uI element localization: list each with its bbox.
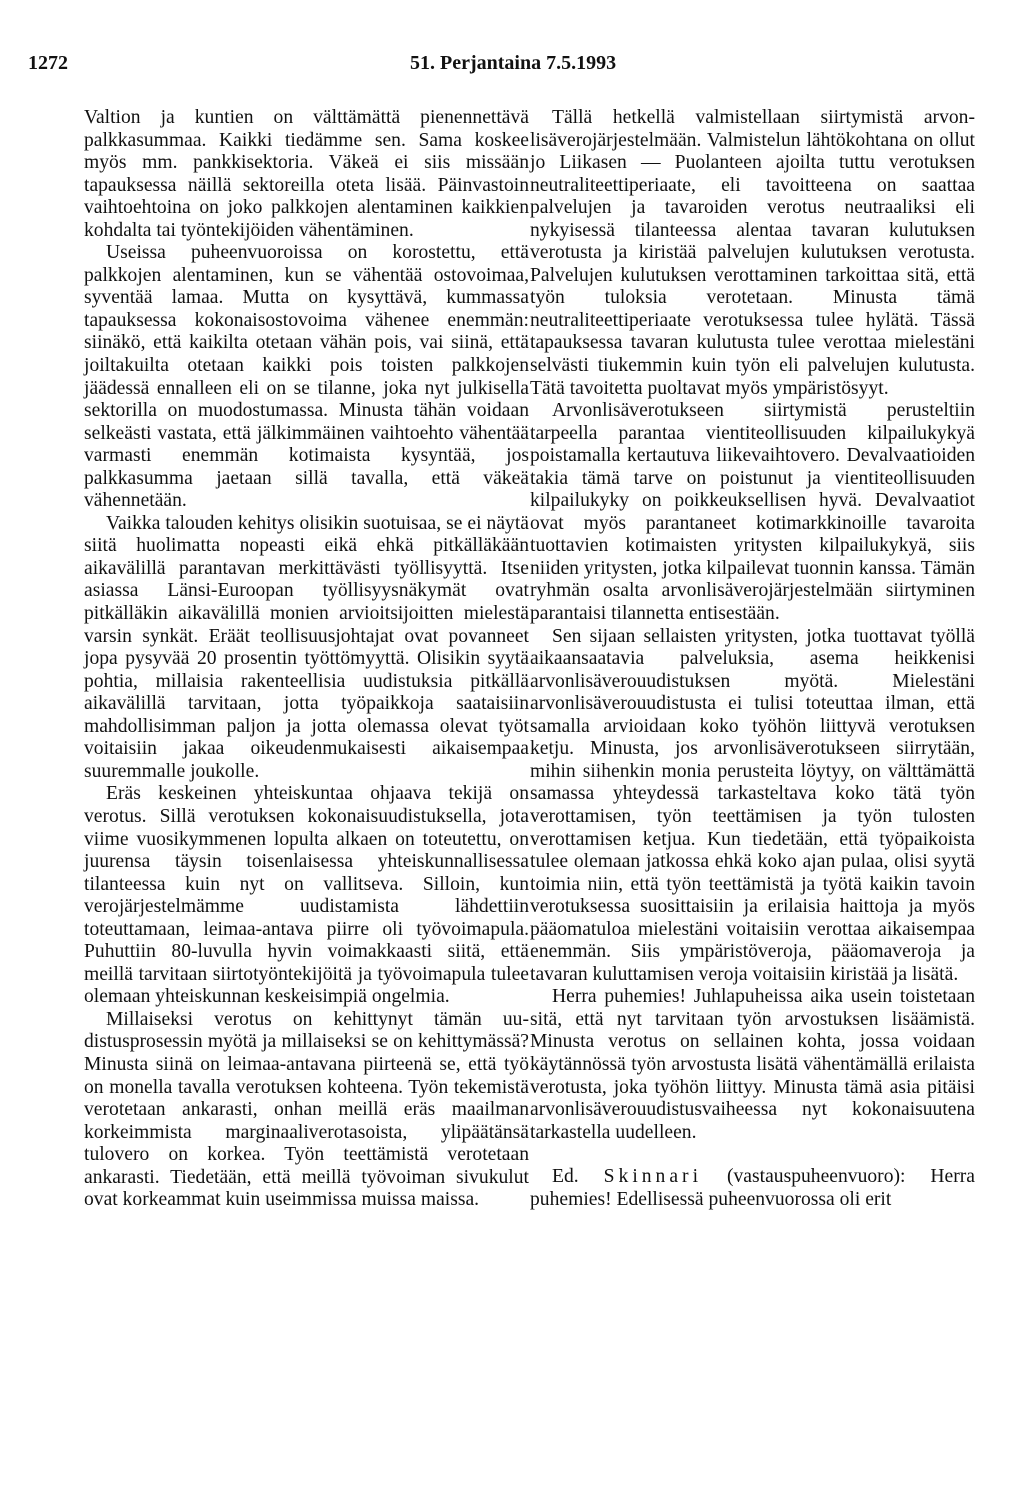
paragraph: Tällä hetkellä valmistellaan siirtymistä arvonlisäverojärjestelmään. Valmistelun lähtökohtana on ollut jo Liikasen — Puolanteen ajoilta tuttu verotuksen neutraliteettiperiaate, eli tavoitteena on saattaa palvelujen ja tavaroiden verotus neutraaliksi eli nykyisessä tilanteessa alentaa tavaran kulutuksen verotusta ja kiristää palvelujen kulutuksen verotusta. Palvelujen kulutuksen verottaminen tarkoittaa sitä, että työn tuloksia verotetaan. Minusta tämä neutraliteettiperiaate verotuksessa tulee hylätä. Tässä tapauksessa tavaran kulutusta tulee verottaa mielestäni selvästi tiukemmin kuin työn eli palvelujen kulutusta. Tätä tavoitetta puoltavat myös ympäristösyyt. — [530, 107, 975, 399]
speaker-prefix: Ed. — [552, 1166, 604, 1188]
speaker-remark: (vastauspuheenvuoro): Herra puhemies! Edellisessä puheenvuorossa oli erit — [530, 1166, 976, 1210]
page-header — [0, 52, 1024, 82]
speaker-name: Skinnari — [603, 1166, 703, 1188]
paragraph: Herra puhemies! Juhlapuheissa aika usein toistetaan sitä, että nyt tarvitaan työn arvostuksen lisäämistä. Minusta verotus on sellainen kohta, jossa voidaan käytännössä työn arvostusta lisätä vähentämällä erilaista verotusta, joka työhön liittyy. Minusta tämä asia pitäisi arvonlisäverouudistusvaiheessa nyt kokonaisuutena tarkastella uudelleen. — [530, 986, 975, 1143]
paragraph: Millaiseksi verotus on kehittynyt tämän uudistusprosessin myötä ja millaiseksi se on kehittymässä? Minusta siinä on leimaa-antavana piirteenä se, että työ on monella tavalla verotuksen kohteena. Työn tekemistä verotetaan ankarasti, onhan meillä eräs maailman korkeimmista marginaaliverotasoista, ylipäätänsä tulovero on korkea. Työn teettämistä verotetaan ankarasti. Tiedetään, että meillä työvoiman sivukulut ovat korkeammat kuin useimmissa muissa maissa. — [84, 1008, 529, 1211]
paragraph: Vaikka talouden kehitys olisikin suotuisaa, se ei näytä siitä huolimatta nopeasti eikä ehkä pitkälläkään aikavälillä parantavan merkittävästi työllisyyttä. Itse asiassa Länsi-Euroopan työllisyysnäkymät ovat pitkälläkin aikavälillä monien arvioitsijoitten mielestä varsin synkät. Eräät teollisuusjohtajat ovat povanneet jopa pysyvää 20 prosentin työttömyyttä. Olisikin syytä pohtia, millaisia rakenteellisia uudistuksia pitkällä aikavälillä tarvitaan, jotta työpaikkoja saataisiin mahdollisimman paljon ja jotta olemassa olevat työt voitaisiin jakaa oikeudenmukaisesti aikaisempaa suuremmalle joukolle. — [84, 512, 529, 782]
paragraph: Arvonlisäverotukseen siirtymistä perusteltiin tarpeella parantaa vientiteollisuuden kilpailukykyä poistamalla kertautuva liikevaihtovero. Devalvaatioiden takia tämä tarve on poistunut ja vientiteollisuuden kilpailukyky on poikkeuksellisen hyvä. Devalvaatiot ovat myös parantaneet kotimarkkinoille tavaroita tuottavien kotimaisten yritysten kilpailukykyä, siis niiden yritysten, jotka kilpailevat tuonnin kanssa. Tämän ryhmän osalta arvonlisäverojärjestelmään siirtyminen parantaisi tilannetta entisestään. — [530, 400, 975, 625]
session-date: 51. Perjantaina 7.5.1993 — [410, 52, 617, 74]
speaker-paragraph — [530, 1166, 975, 1211]
paragraph: Useissa puheenvuoroissa on korostettu, että palkkojen alentaminen, kun se vähentää ostovoimaa, syventää lamaa. Mutta on kysyttävä, kummassa tapauksessa kokonaisostovoima vähenee enemmän: siinäkö, että kaikilta otetaan vähän pois, vai siinä, että joiltakuilta otetaan kaikki pois toisten palkkojen jäädessä ennalleen eli on se tilanne, joka nyt julkisella sektorilla on muodostumassa. Minusta tähän voidaan selkeästi vastata, että jälkimmäinen vaihtoehto vähentää varmasti enemmän kotimaista kysyntää, jos palkkasumma jaetaan sillä tavalla, että väkeä vähennetään. — [84, 242, 529, 512]
right-column — [530, 107, 975, 1211]
paragraph: Valtion ja kuntien on välttämättä pienennettävä palkkasummaa. Kaikki tiedämme sen. Sama koskee myös mm. pankkisektoria. Väkeä ei siis missään tapauksessa näillä sektoreilla oteta lisää. Päinvastoin vaihtoehtoina on joko palkkojen alentaminen kaikkien kohdalta tai työntekijöiden vähentäminen. — [84, 107, 529, 241]
paragraph: Sen sijaan sellaisten yritysten, jotka tuottavat työllä aikaansaatavia palveluksia, asema heikkenisi arvonlisäverouudistuksen myötä. Mielestäni arvonlisäverouudistusta ei tulisi toteuttaa ilman, että samalla arvioidaan koko työhön liittyvä verotuksen ketju. Minusta, jos arvonlisäverotukseen siirrytään, mihin siihenkin monia perusteita löytyy, on välttämättä samassa yhteydessä tarkasteltava koko tätä työn verottamisen, työn teettämisen ja työn tulosten verottamisen ketjua. Kun tiedetään, että työpaikoista tulee olemaan jatkossa ehkä koko ajan pulaa, olisi syytä toimia niin, että työn teettämistä ja työtä kaikin tavoin verotuksessa suosittaisiin ja erilaisia haittoja ja myös pääomatuloa mielestäni voitaisiin verottaa aikaisempaa enemmän. Siis ympäristöveroja, pääomaveroja ja tavaran kuluttamisen veroja voitaisiin kiristää ja lisätä. — [530, 625, 975, 985]
paragraph: Eräs keskeinen yhteiskuntaa ohjaava tekijä on verotus. Sillä verotuksen kokonaisuudistuksella, jota viime vuosikymmenen lopulta alkaen on toteutettu, on juurensa täysin toisenlaisessa yhteiskunnallisessa tilanteessa kuin nyt on vallitseva. Silloin, kun verojärjestelmämme uudistamista lähdettiin toteuttamaan, leimaa-antava piirre oli työvoimapula. Puhuttiin 80-luvulla hyvin voimakkaasti siitä, että meillä tarvitaan siirtotyöntekijöitä ja työvoimapula tulee olemaan yhteiskunnan keskeisimpiä ongelmia. — [84, 783, 529, 1008]
left-column — [84, 107, 529, 1212]
page-number: 1272 — [28, 52, 68, 74]
